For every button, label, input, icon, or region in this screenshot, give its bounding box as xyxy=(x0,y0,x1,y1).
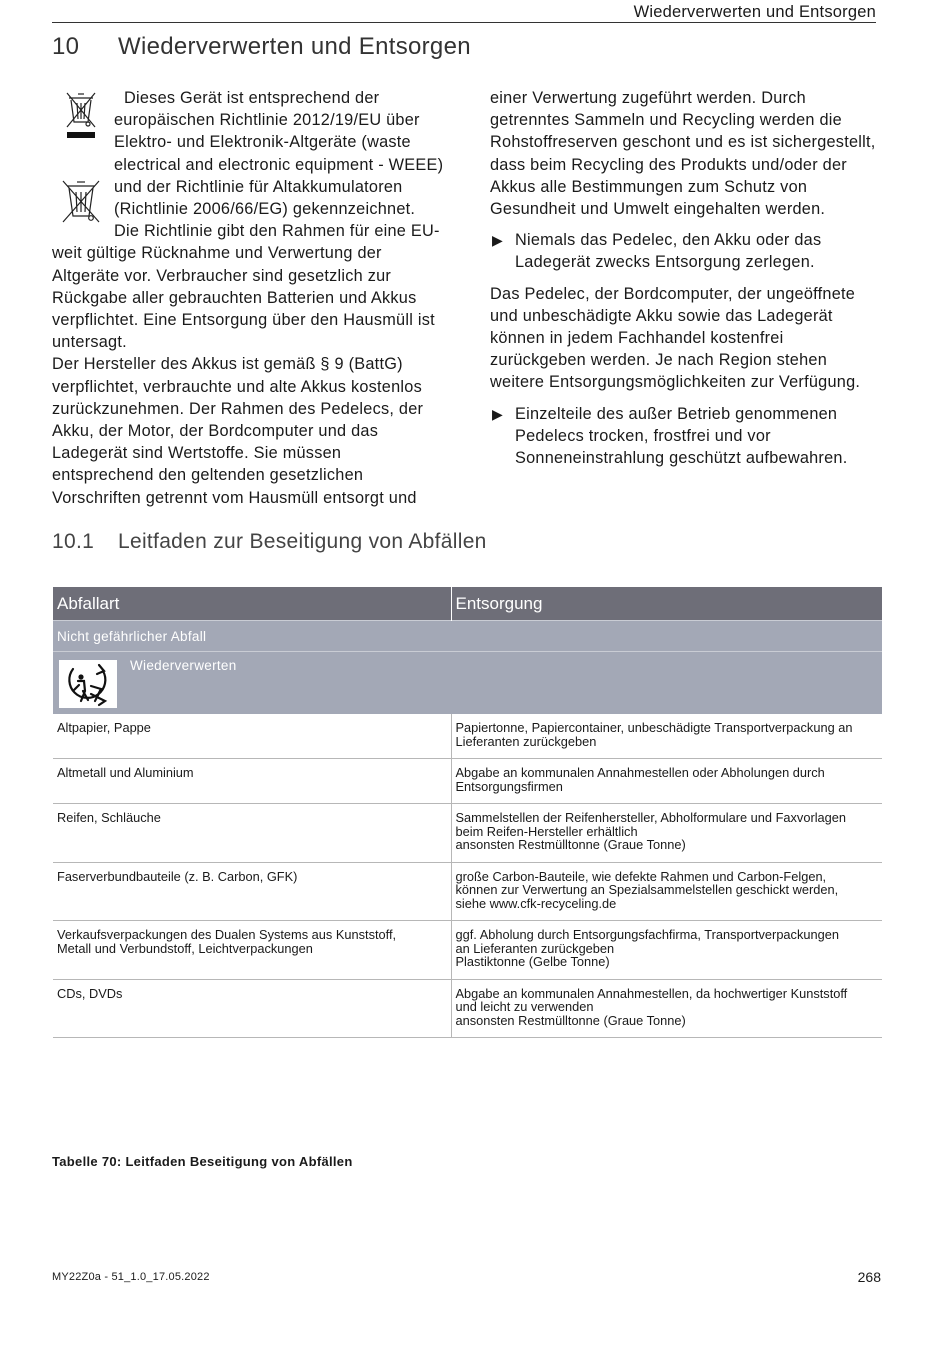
category-cell: Nicht gefährlicher Abfall xyxy=(53,621,882,652)
cell-text-line: Sammelstellen der Reifenhersteller, Abholformulare und Faxvorlagen xyxy=(455,810,847,825)
table-header-row xyxy=(53,587,882,621)
bullet-arrow-icon: ▶ xyxy=(492,232,504,249)
cell-text-line: siehe www.cfk-recyceling.de xyxy=(455,895,617,911)
subcategory-row xyxy=(53,652,882,715)
disposal-method-cell xyxy=(451,862,882,921)
left-text-column xyxy=(52,87,444,509)
disposal-method-cell xyxy=(451,759,882,804)
waste-type-cell xyxy=(53,804,451,863)
bullet-text: Einzelteile des außer Betrieb genommenen Pedelecs trocken, frostfrei und vor Sonneneinstrahlung geschützt aufbewahren. xyxy=(515,404,848,468)
bullet-text: Niemals das Pedelec, den Akku oder das Ladegerät zwecks Entsorgung zerlegen. xyxy=(515,231,822,272)
table-header-cell: Entsorgung xyxy=(451,587,882,621)
subcategory-label: Wiederverwerten xyxy=(130,658,237,673)
section-title xyxy=(52,530,487,554)
weee-directive-paragraph: Dieses Gerät ist entsprechend der europäischen Richtlinie 2012/19/EU über Elektro- und Elektronik-Altgeräte (waste electrical and electronic equipment - WEEE) und der Richtlinie für Altakkumulatoren (Richtlinie 2006/66/EG) gekennzeichnet. Die Richtlinie gibt den Rahmen für eine EU-weit gültige Rücknahme und Verwertung der Altgeräte vor. Verbraucher sind gesetzlich zur Rückgabe aller gebrauchten Batterien und Akkus verpflichtet. Eine Entsorgung über den Hausmüll ist untersagt. xyxy=(52,89,444,352)
cell-text-line: Reifen, Schläuche xyxy=(57,810,161,825)
disposal-method-cell xyxy=(451,979,882,1038)
waste-type-cell xyxy=(53,921,451,980)
waste-type-cell xyxy=(53,759,451,804)
table-row xyxy=(53,979,882,1038)
cell-text-line: Altmetall und Aluminium xyxy=(57,765,194,780)
page-number: 268 xyxy=(857,1269,881,1285)
chapter-number: 10 xyxy=(52,33,80,60)
cell-text-line: können zur Verwertung an Spezialsammelstellen geschickt werden, xyxy=(455,882,839,897)
table-row xyxy=(53,759,882,804)
cell-text-line: Faserverbundbauteile (z. B. Carbon, GFK) xyxy=(57,868,298,884)
table-header-cell: Abfallart xyxy=(53,587,451,621)
cell-text-line: CDs, DVDs xyxy=(57,985,123,1001)
disposal-method-cell xyxy=(451,921,882,980)
waste-disposal-table xyxy=(53,587,883,1038)
cell-text-line: Plastiktonne (Gelbe Tonne) xyxy=(455,954,610,969)
running-header xyxy=(52,2,876,23)
chapter-title-text: Wiederverwerten und Entsorgen xyxy=(118,33,471,60)
table-row xyxy=(53,862,882,921)
manufacturer-obligation-paragraph: Der Hersteller des Akkus ist gemäß § 9 (BattG) verpflichtet, verbrauchte und alte Akkus kostenlos zurückzunehmen. Der Rahmen des Pedelecs, der Akku, der Motor, der Bordcomputer und das Ladegerät sind Wertstoffe. Sie müssen entsprechend den geltenden gesetzlichen Vorschriften getrennt vom Hausmüll entsorgt und xyxy=(52,355,424,507)
waste-type-cell xyxy=(53,862,451,921)
recycling-paragraph: einer Verwertung zugeführt werden. Durch getrenntes Sammeln und Recycling werden die Rohstoffreserven geschont und es ist sichergestellt, dass beim Recycling des Produkts und/oder der Akkus alle Bestimmungen zum Schutz von Gesundheit und Umwelt eingehalten werden. xyxy=(490,89,876,219)
cell-text-line: ansonsten Restmülltonne (Graue Tonne) xyxy=(455,837,686,852)
table-caption: Tabelle 70: Leitfaden Beseitigung von Abfällen xyxy=(52,1154,353,1169)
cell-text-line: und leicht zu verwenden xyxy=(455,999,594,1014)
triman-recycling-icon xyxy=(59,660,117,708)
cell-text-line: Lieferanten zurückgeben xyxy=(455,733,597,749)
cell-text-line: Entsorgungsfirmen xyxy=(455,778,563,794)
cell-text-line: ggf. Abholung durch Entsorgungsfachfirma, Transportverpackungen xyxy=(455,927,839,942)
cell-text-line: Abgabe an kommunalen Annahmestellen oder Abholungen durch xyxy=(455,765,825,780)
section-number: 10.1 xyxy=(52,530,95,553)
cell-text-line: Papiertonne, Papiercontainer, unbeschädigte Transportverpackung an xyxy=(455,720,853,735)
table-row xyxy=(53,714,882,759)
section-title-text: Leitfaden zur Beseitigung von Abfällen xyxy=(118,530,487,553)
instruction-bullet xyxy=(490,229,882,273)
cell-text-line: Abgabe an kommunalen Annahmestellen, da hochwertiger Kunststoff xyxy=(455,985,848,1001)
bullet-arrow-icon: ▶ xyxy=(492,405,504,422)
disposal-method-cell xyxy=(451,804,882,863)
disposal-method-cell xyxy=(451,714,882,759)
cell-text-line: Altpapier, Pappe xyxy=(57,720,151,735)
instruction-bullet xyxy=(490,403,882,470)
waste-type-cell xyxy=(53,979,451,1038)
cell-text-line: Verkaufsverpackungen des Dualen Systems aus Kunststoff, xyxy=(57,927,397,942)
weee-icons-spacer xyxy=(52,87,114,225)
cell-text-line: an Lieferanten zurückgeben xyxy=(455,940,615,956)
subcategory-cell xyxy=(53,652,882,715)
cell-text-line: beim Reifen-Hersteller erhältlich xyxy=(455,823,638,839)
cell-text-line: große Carbon-Bauteile, wie defekte Rahmen und Carbon-Felgen, xyxy=(455,868,827,884)
category-row xyxy=(53,621,882,652)
cell-text-line: Metall und Verbundstoff, Leichtverpackungen xyxy=(57,940,313,956)
chapter-title xyxy=(52,33,471,61)
table-row xyxy=(53,804,882,863)
document-id: MY22Z0a - 51_1.0_17.05.2022 xyxy=(52,1271,210,1283)
cell-text-line: ansonsten Restmülltonne (Graue Tonne) xyxy=(455,1012,686,1028)
running-header-title: Wiederverwerten und Entsorgen xyxy=(633,3,876,21)
waste-type-cell xyxy=(53,714,451,759)
return-paragraph: Das Pedelec, der Bordcomputer, der ungeöffnete und unbeschädigte Akku sowie das Ladegerät können in jedem Fachhandel kostenfrei zurückgeben werden. Je nach Region stehen weitere Entsorgungsmöglichkeiten zur Verfügung. xyxy=(490,284,861,392)
table-row xyxy=(53,921,882,980)
right-text-column xyxy=(490,87,882,469)
